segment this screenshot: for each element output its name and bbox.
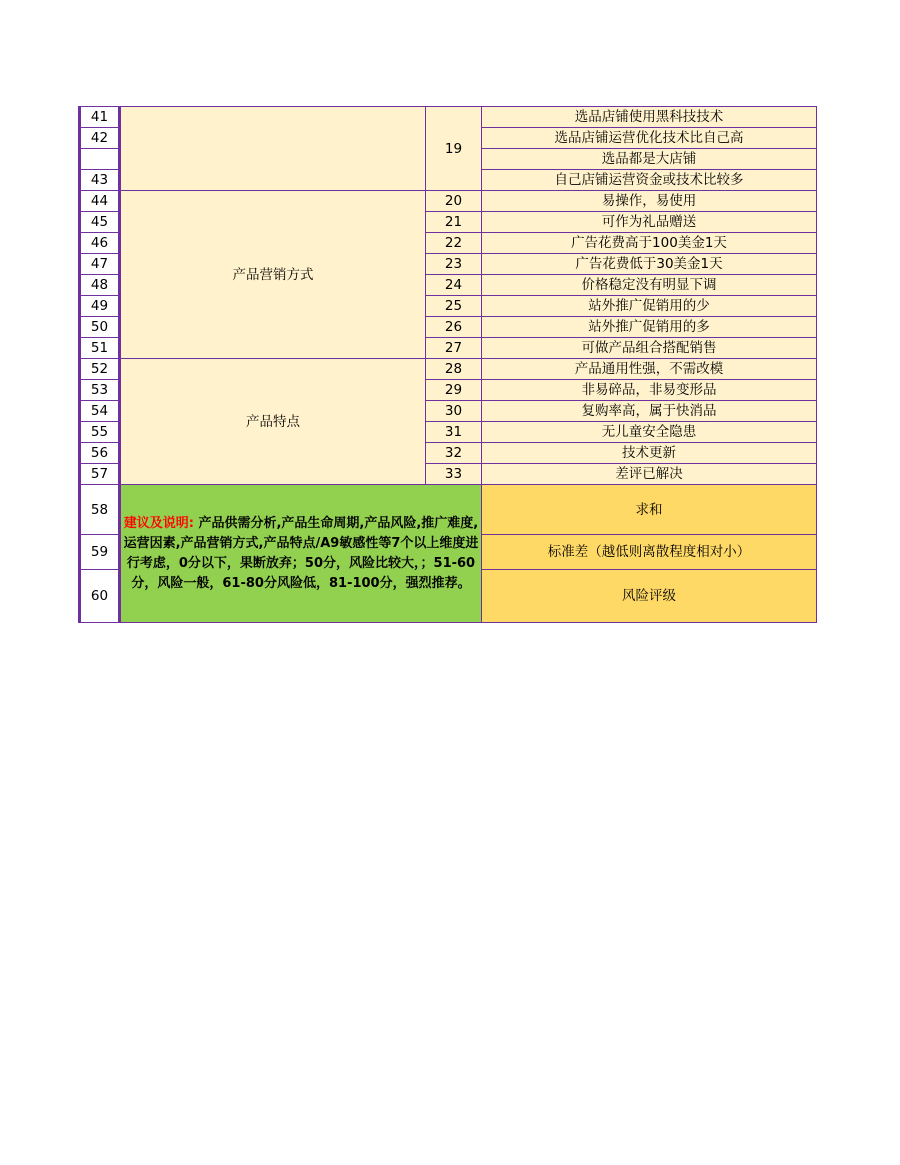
criterion-cell[interactable]: 可做产品组合搭配销售 — [482, 338, 817, 359]
index-cell[interactable]: 19 — [426, 107, 482, 191]
category-cell-features[interactable]: 产品特点 — [120, 359, 426, 485]
row-number[interactable]: 51 — [80, 338, 120, 359]
criterion-cell[interactable]: 技术更新 — [482, 443, 817, 464]
row-number[interactable]: 47 — [80, 254, 120, 275]
row-number[interactable]: 41 — [80, 107, 120, 128]
index-cell[interactable]: 30 — [426, 401, 482, 422]
index-cell[interactable]: 21 — [426, 212, 482, 233]
criterion-cell[interactable]: 可作为礼品赠送 — [482, 212, 817, 233]
index-cell[interactable]: 24 — [426, 275, 482, 296]
index-cell[interactable]: 33 — [426, 464, 482, 485]
advice-note-cell[interactable] — [120, 485, 482, 623]
criterion-cell[interactable]: 广告花费高于100美金1天 — [482, 233, 817, 254]
row-number[interactable]: 59 — [80, 535, 120, 570]
criterion-cell[interactable]: 价格稳定没有明显下调 — [482, 275, 817, 296]
row-number[interactable]: 53 — [80, 380, 120, 401]
criterion-cell[interactable]: 广告花费低于30美金1天 — [482, 254, 817, 275]
spreadsheet-table — [78, 106, 817, 623]
index-cell[interactable]: 27 — [426, 338, 482, 359]
criterion-cell[interactable]: 复购率高，属于快消品 — [482, 401, 817, 422]
row-number[interactable]: 49 — [80, 296, 120, 317]
row-number[interactable]: 60 — [80, 570, 120, 623]
criterion-cell[interactable]: 非易碎品，非易变形品 — [482, 380, 817, 401]
row-number[interactable]: 55 — [80, 422, 120, 443]
criterion-cell[interactable]: 易操作，易使用 — [482, 191, 817, 212]
row-number[interactable]: 58 — [80, 485, 120, 535]
criterion-cell[interactable]: 差评已解决 — [482, 464, 817, 485]
row-number[interactable]: 56 — [80, 443, 120, 464]
table-row — [80, 107, 817, 128]
criterion-cell[interactable]: 站外推广促销用的多 — [482, 317, 817, 338]
row-number[interactable]: 45 — [80, 212, 120, 233]
row-number[interactable]: 42 — [80, 128, 120, 149]
risk-rating-cell[interactable]: 风险评级 — [482, 570, 817, 623]
advice-note-lead: 建议及说明: — [123, 515, 194, 531]
row-number[interactable]: 46 — [80, 233, 120, 254]
criterion-cell[interactable]: 选品店铺使用黑科技技术 — [482, 107, 817, 128]
std-dev-cell[interactable]: 标准差（越低则离散程度相对小） — [482, 535, 817, 570]
category-cell[interactable] — [120, 107, 426, 191]
table-row — [80, 359, 817, 380]
index-cell[interactable]: 25 — [426, 296, 482, 317]
index-cell[interactable]: 31 — [426, 422, 482, 443]
index-cell[interactable]: 20 — [426, 191, 482, 212]
row-number[interactable]: 44 — [80, 191, 120, 212]
criterion-cell[interactable]: 选品店铺运营优化技术比自己高 — [482, 128, 817, 149]
sum-cell[interactable]: 求和 — [482, 485, 817, 535]
row-number[interactable]: 57 — [80, 464, 120, 485]
row-number[interactable]: 48 — [80, 275, 120, 296]
category-cell-marketing[interactable]: 产品营销方式 — [120, 191, 426, 359]
index-cell[interactable]: 28 — [426, 359, 482, 380]
row-number[interactable]: 50 — [80, 317, 120, 338]
row-number[interactable]: 43 — [80, 170, 120, 191]
row-number[interactable] — [80, 149, 120, 170]
criterion-cell[interactable]: 自己店铺运营资金或技术比较多 — [482, 170, 817, 191]
criterion-cell[interactable]: 产品通用性强，不需改模 — [482, 359, 817, 380]
index-cell[interactable]: 32 — [426, 443, 482, 464]
index-cell[interactable]: 29 — [426, 380, 482, 401]
row-number[interactable]: 52 — [80, 359, 120, 380]
index-cell[interactable]: 22 — [426, 233, 482, 254]
criterion-cell[interactable]: 选品都是大店铺 — [482, 149, 817, 170]
criterion-cell[interactable]: 站外推广促销用的少 — [482, 296, 817, 317]
index-cell[interactable]: 26 — [426, 317, 482, 338]
row-number[interactable]: 54 — [80, 401, 120, 422]
table-row — [80, 191, 817, 212]
criterion-cell[interactable]: 无儿童安全隐患 — [482, 422, 817, 443]
advice-note-body: 产品供需分析,产品生命周期,产品风险,推广难度,运营因素,产品营销方式,产品特点/A9敏感性等7个以上维度进行考虑，0分以下，果断放弃；50分，风险比较大，；51-60分，风险一般，61-80分风险低，81-100分，强烈推荐。 — [123, 515, 479, 591]
table-row — [80, 485, 817, 535]
index-cell[interactable]: 23 — [426, 254, 482, 275]
